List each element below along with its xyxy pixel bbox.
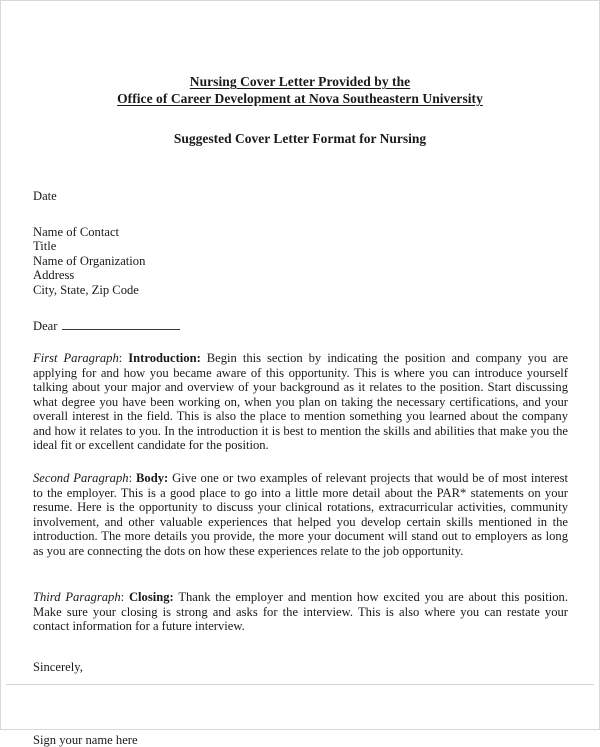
date-placeholder: Date: [33, 189, 569, 204]
signature-prompt: Sign your name here: [33, 675, 569, 747]
title-line-2: Office of Career Development at Nova Southeastern University: [31, 90, 569, 107]
closing-salutation: Sincerely,: [33, 634, 569, 675]
title-line-1: Nursing Cover Letter Provided by the: [31, 73, 569, 90]
recipient-city-state-zip: City, State, Zip Code: [33, 283, 569, 298]
paragraph-second-kind: Body:: [136, 471, 168, 485]
document-subtitle: Suggested Cover Letter Format for Nursing: [31, 130, 569, 147]
paragraph-first-text: Begin this section by indicating the position and company you are applying for and how you became aware of this opportunity. This is where you can introduce yourself talking about your major and overview of your background as it relates to the position. Start discussing what degree you have been working on, when you plan on taking the necessary certifications, and your overall interest in the field. This is also the place to mention something you learned about the company and how it relates to you. In the introduction it is best to mention the skills and abilities that make you the ideal fit or excellent candidate for the position.: [33, 351, 568, 452]
paragraph-first: [33, 333, 569, 453]
paragraph-second: [33, 453, 569, 558]
salutation-text: Dear: [33, 319, 57, 333]
paragraph-second-text: Give one or two examples of relevant projects that would be of most interest to the employer. This is a good place to go into a little more detail about the PAR* statements on your resume. Here is the opportunity to discuss your clinical rotations, extracurricular activities, community involvement, and other valuable experiences that helped you develop certain skills mentioned in the introduction. The more details you provide, the more your document will stand out to employers as long as you are connecting the dots on how these experiences relate to the job opportunity.: [33, 471, 568, 558]
recipient-address-block: [33, 225, 569, 298]
paragraph-first-separator: :: [119, 351, 128, 365]
footer-divider: [6, 684, 594, 685]
salutation-blank-rule: [62, 320, 180, 330]
paragraph-third-text: Thank the employer and mention how excited you are about this position. Make sure your closing is strong and asks for the interview. This is also where you can restate your contact information for a future interview.: [33, 590, 568, 633]
paragraph-third-kind: Closing:: [129, 590, 174, 604]
recipient-address: Address: [33, 268, 569, 283]
recipient-organization: Name of Organization: [33, 254, 569, 269]
document-title: [31, 1, 569, 147]
paragraph-third: [33, 558, 569, 634]
salutation-line: [33, 319, 569, 334]
paragraph-third-separator: :: [121, 590, 129, 604]
recipient-title: Title: [33, 239, 569, 254]
paragraph-first-kind: Introduction:: [128, 351, 201, 365]
paragraph-third-label: Third Paragraph: [33, 590, 121, 604]
paragraph-second-label: Second Paragraph: [33, 471, 129, 485]
paragraph-second-separator: :: [129, 471, 136, 485]
paragraph-first-label: First Paragraph: [33, 351, 119, 365]
letter-sheet: [1, 1, 599, 729]
recipient-name: Name of Contact: [33, 225, 569, 240]
letter-body: [31, 189, 569, 747]
